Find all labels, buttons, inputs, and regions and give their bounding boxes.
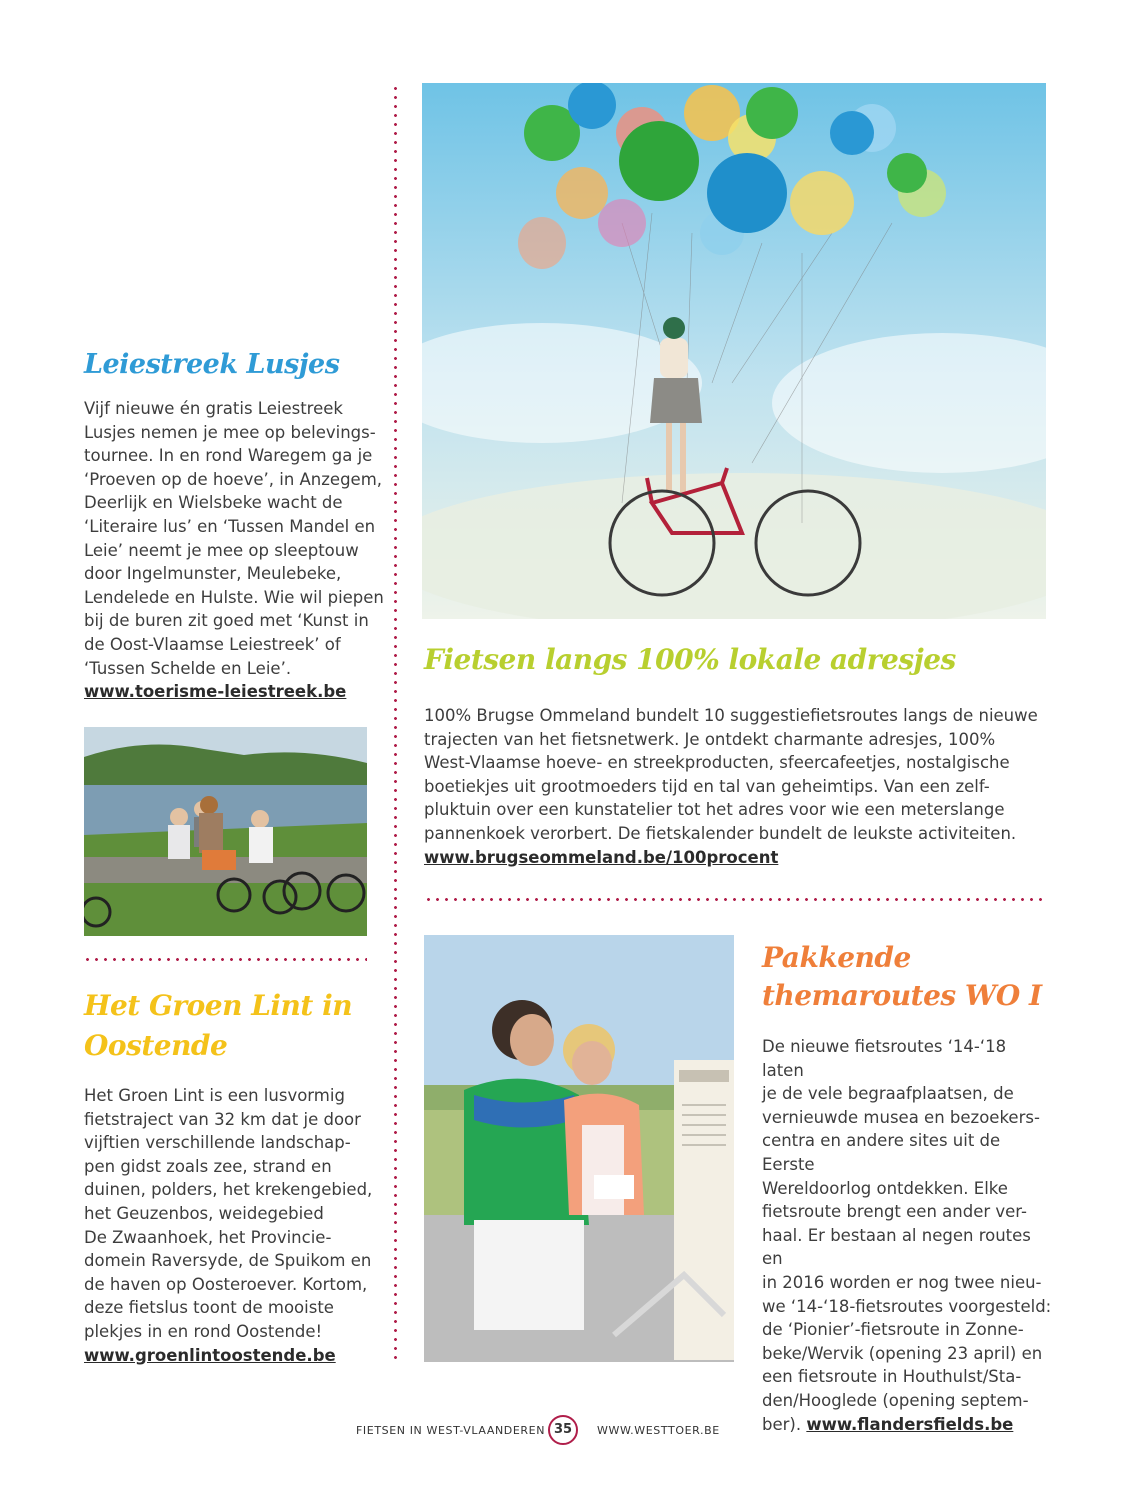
wo1-title [762, 939, 1052, 1015]
wo1-title-line1: Pakkende [762, 941, 911, 974]
body-line: West-Vlaamse hoeve- en streekproducten, sfeercafeetjes, nostalgische [424, 753, 1010, 773]
leiestreek-body [84, 397, 384, 704]
wo1-link[interactable]: www.flandersfields.be [806, 1414, 1014, 1434]
body-line: fietsroute brengt een ander ver- [762, 1202, 1027, 1222]
body-line: beke/Wervik (opening 23 april) en [762, 1343, 1043, 1363]
wo1-section [762, 939, 1052, 1436]
family-riverside-photo [84, 727, 367, 936]
body-line: ‘Tussen Schelde en Leie’. [84, 658, 292, 678]
body-line: deze fietslus toont de mooiste [84, 1298, 334, 1318]
groen-lint-body [84, 1084, 384, 1367]
body-line: pannenkoek verorbert. De fietskalender bundelt de leukste activiteiten. [424, 823, 1017, 843]
groen-lint-link[interactable]: www.groenlintoostende.be [84, 1345, 336, 1365]
body-line: pen gidst zoals zee, strand en [84, 1156, 332, 1176]
body-line: de ‘Pionier’-fietsroute in Zonne- [762, 1320, 1024, 1340]
vertical-dotted-divider [394, 84, 397, 1364]
footer-right[interactable]: WWW.WESTTOER.BE [597, 1424, 720, 1437]
body-line: 100% Brugse Ommeland bundelt 10 suggestiefietsroutes langs de nieuwe [424, 706, 1038, 725]
leiestreek-section [84, 345, 384, 704]
body-line: plekjes in en rond Oostende! [84, 1321, 323, 1341]
lokale-adresjes-section [424, 640, 1046, 869]
leiestreek-link[interactable]: www.toerisme-leiestreek.be [84, 682, 347, 702]
body-line: we ‘14-‘18-fietsroutes voorgesteld: [762, 1296, 1052, 1316]
body-line: trajecten van het fietsnetwerk. Je ontdekt charmante adresjes, 100% [424, 729, 996, 749]
body-line: tournee. In en rond Waregem ga je [84, 446, 373, 466]
groen-lint-title [84, 986, 384, 1066]
body-line: fietstraject van 32 km dat je door [84, 1109, 361, 1129]
body-line: de Oost-Vlaamse Leiestreek’ of [84, 634, 341, 654]
body-line: Lusjes nemen je mee op belevings- [84, 422, 376, 442]
body-line: het Geuzenbos, weidegebied [84, 1203, 324, 1223]
lokale-adresjes-title: Fietsen langs 100% lokale adresjes [424, 643, 956, 676]
body-line: pluktuin over een kunstatelier tot het adres voor wie een meterslange [424, 800, 1005, 820]
body-line: Deerlijk en Wielsbeke wacht de [84, 493, 343, 513]
body-line: ber). [762, 1414, 807, 1434]
body-line: De Zwaanhoek, het Provincie- [84, 1227, 332, 1247]
body-line: Vijf nieuwe én gratis Leiestreek [84, 399, 343, 418]
body-line: Lendelede en Hulste. Wie wil piepen [84, 587, 384, 607]
body-line: vernieuwde musea en bezoekers- [762, 1107, 1040, 1127]
body-line: haal. Er bestaan al negen routes en [762, 1225, 1031, 1269]
body-line: door Ingelmunster, Meulebeke, [84, 564, 342, 584]
lokale-adresjes-body [424, 704, 1046, 869]
body-line: De nieuwe fietsroutes ‘14-‘18 laten [762, 1037, 1007, 1080]
body-line: duinen, polders, het krekengebied, [84, 1180, 373, 1200]
body-line: Het Groen Lint is een lusvormig [84, 1086, 345, 1105]
body-line: domein Raversyde, de Spuikom en [84, 1251, 372, 1271]
wo1-title-line2: themaroutes WO I [762, 979, 1042, 1012]
body-line: ‘Literaire lus’ en ‘Tussen Mandel en [84, 516, 376, 536]
horizontal-dotted-divider-left [83, 958, 367, 961]
body-line: bij de buren zit goed met ‘Kunst in [84, 611, 369, 631]
body-line: in 2016 worden er nog twee nieu- [762, 1272, 1042, 1292]
body-line: je de vele begraafplaatsen, de [762, 1084, 1014, 1104]
body-line: ‘Proeven op de hoeve’, in Anzegem, [84, 469, 383, 489]
body-line: Wereldoorlog ontdekken. Elke [762, 1178, 1008, 1198]
groen-lint-title-line1: Het Groen Lint in [84, 989, 353, 1022]
wo1-body [762, 1035, 1052, 1436]
body-line: boetiekjes uit grootmoeders tijd en tal van geheimtips. Van een zelf- [424, 776, 990, 796]
leiestreek-title: Leiestreek Lusjes [84, 349, 340, 380]
women-memorial-sign-photo [424, 935, 734, 1362]
footer-left: FIETSEN IN WEST-VLAANDEREN [356, 1424, 546, 1437]
horizontal-dotted-divider-right [424, 898, 1046, 901]
body-line: een fietsroute in Houthulst/Sta- [762, 1367, 1022, 1387]
body-line: vijftien verschillende landschap- [84, 1133, 351, 1153]
body-line: Leie’ neemt je mee op sleeptouw [84, 540, 359, 560]
balloon-bicycle-photo [422, 83, 1046, 619]
body-line: den/Hooglede (opening septem- [762, 1390, 1029, 1410]
body-line: centra en andere sites uit de Eerste [762, 1131, 1001, 1174]
groen-lint-title-line2: Oostende [84, 1029, 228, 1062]
page-number: 35 [548, 1415, 578, 1445]
body-line: de haven op Oosteroever. Kortom, [84, 1274, 368, 1294]
lokale-adresjes-link[interactable]: www.brugseommeland.be/100procent [424, 847, 779, 867]
groen-lint-section [84, 986, 384, 1367]
